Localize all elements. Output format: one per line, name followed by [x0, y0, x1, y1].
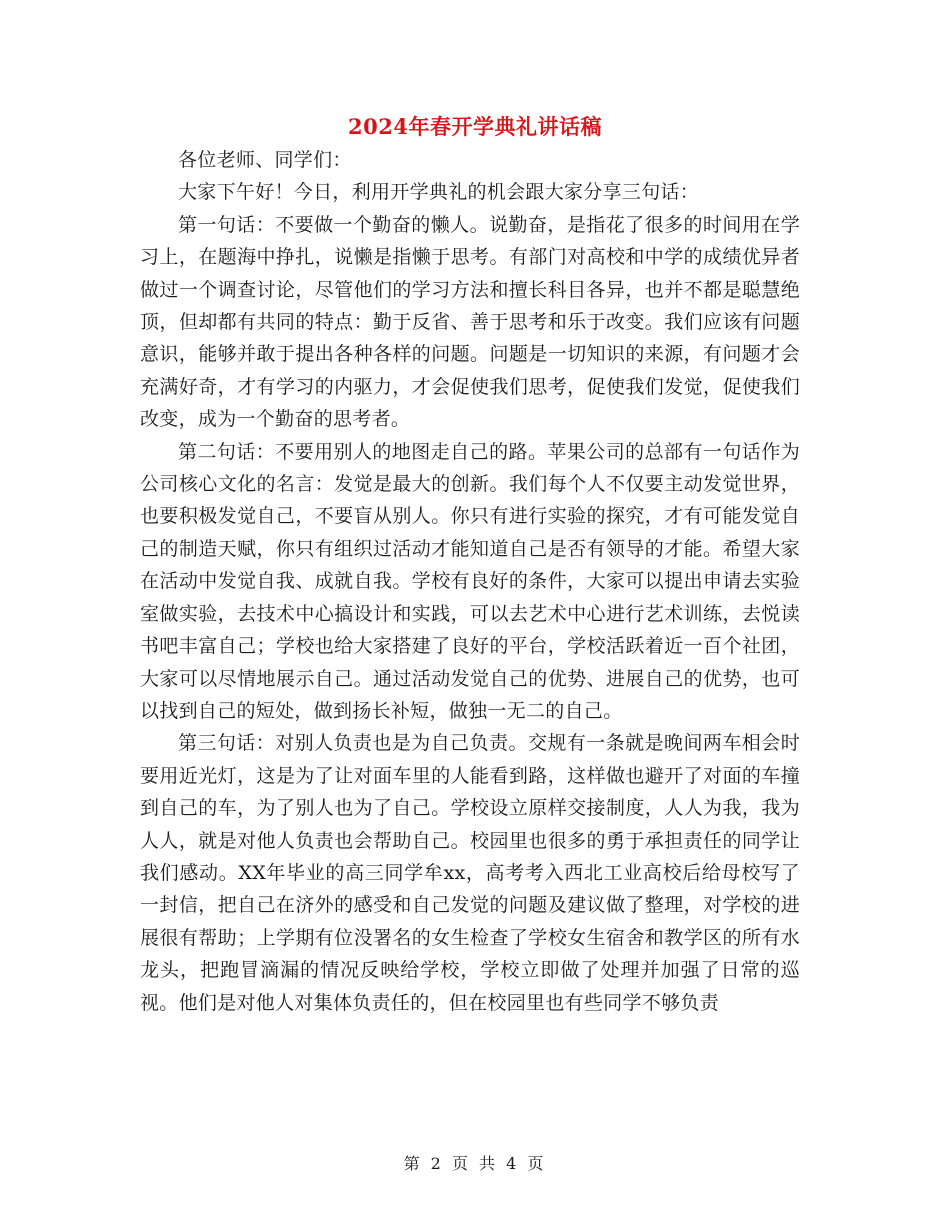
- second-point-paragraph: 第二句话：不要用别人的地图走自己的路。苹果公司的总部有一句话作为公司核心文化的名言：发觉是最大的创新。我们每个人不仅要主动发觉世界，也要积极发觉自己，不要盲从别人。你只有进行实验的探究，才有可能发觉自己的制造天赋，你只有组织过活动才能知道自己是否有领导的才能。希望大家在活动中发觉自我、成就自我。学校有良好的条件，大家可以提出申请去实验室做实验，去技术中心搞设计和实践，可以去艺术中心进行艺术训练，去悦读书吧丰富自己；学校也给大家搭建了良好的平台，学校活跃着近一百个社团，大家可以尽情地展示自己。通过活动发觉自己的优势、进展自己的优势，也可以找到自己的短处，做到扬长补短，做独一无二的自己。: [140, 440, 800, 722]
- page-number-footer: 第 2 页 共 4 页: [403, 1154, 547, 1173]
- document-title: 2024年春开学典礼讲话稿: [348, 114, 602, 139]
- first-point-paragraph: 第一句话：不要做一个勤奋的懒人。说勤奋，是指花了很多的时间用在学习上，在题海中挣扎，说懒是指懒于思考。有部门对高校和中学的成绩优异者做过一个调查讨论，尽管他们的学习方法和擅长科目各异，也并不都是聪慧绝顶，但却都有共同的特点：勤于反省、善于思考和乐于改变。我们应该有问题意识，能够并敢于提出各种各样的问题。问题是一切知识的来源，有问题才会充满好奇，才有学习的内驱力，才会促使我们思考，促使我们发觉，促使我们改变，成为一个勤奋的思考者。: [140, 213, 800, 431]
- document-body: [140, 144, 800, 1019]
- salutation-paragraph: 各位老师、同学们：: [178, 149, 352, 171]
- greeting-paragraph: 大家下午好！今日，利用开学典礼的机会跟大家分享三句话：: [178, 181, 700, 204]
- third-point-paragraph: 第三句话：对别人负责也是为自己负责。交规有一条就是晚间两车相会时要用近光灯，这是为了让对面车里的人能看到路，这样做也避开了对面的车撞到自己的车，为了别人也为了自己。学校设立原样交接制度，人人为我，我为人人，就是对他人负责也会帮助自己。校园里也很多的勇于承担责任的同学让我们感动。XX年毕业的高三同学牟xx，高考考入西北工业高校后给母校写了一封信，把自己在济外的感受和自己发觉的问题及建议做了整理，对学校的进展很有帮助；上学期有位没署名的女生检查了学校女生宿舍和教学区的所有水龙头，把跑冒滴漏的情况反映给学校，学校立即做了处理并加强了日常的巡视。他们是对他人对集体负责任的，但在校园里也有些同学不够负责: [140, 732, 800, 1014]
